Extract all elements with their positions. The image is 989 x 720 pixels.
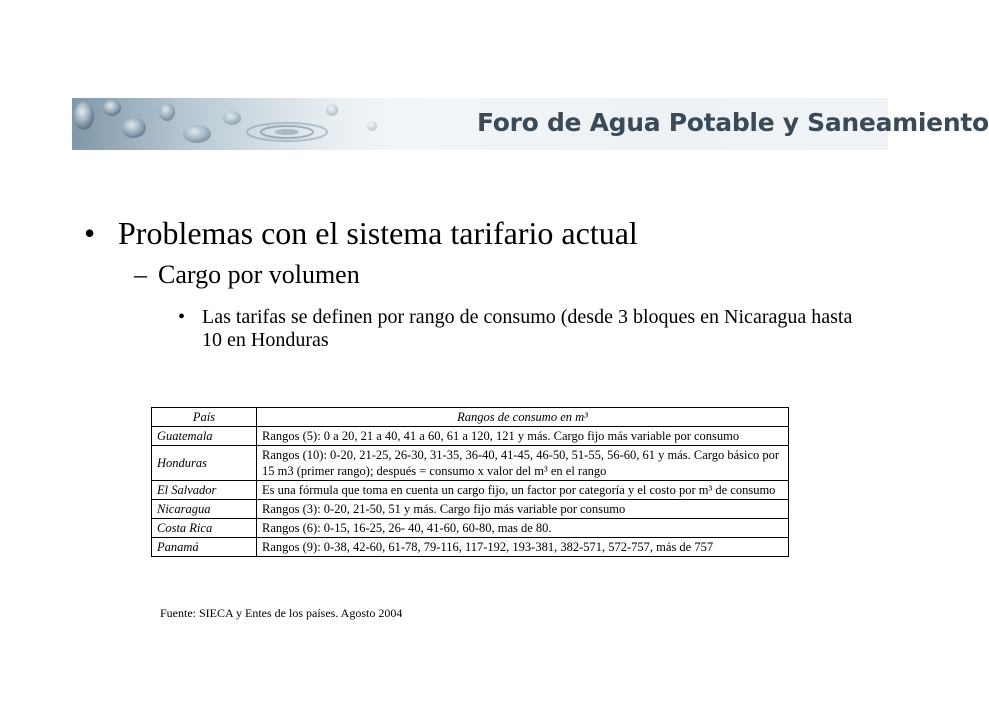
- ranges-cell: Rangos (5): 0 a 20, 21 a 40, 41 a 60, 61 a 120, 121 y más. Cargo fijo más variable por consumo: [257, 427, 789, 446]
- table-row: [152, 446, 789, 481]
- water-drops-image: [72, 98, 402, 150]
- ranges-cell: Rangos (3): 0-20, 21-50, 51 y más. Cargo fijo más variable por consumo: [257, 500, 789, 519]
- header-ranges: Rangos de consumo en m³: [257, 408, 789, 427]
- ranges-cell: Es una fórmula que toma en cuenta un cargo fijo, un factor por categoría y el costo por m³ de consumo: [257, 481, 789, 500]
- ranges-cell: Rangos (6): 0-15, 16-25, 26- 40, 41-60, 60-80, mas de 80.: [257, 519, 789, 538]
- table-row: [152, 538, 789, 557]
- country-cell: El Salvador: [152, 481, 257, 500]
- tariff-table: [151, 407, 789, 557]
- table-row: [152, 500, 789, 519]
- table-row: [152, 519, 789, 538]
- country-cell: Honduras: [152, 446, 257, 481]
- bullet-marker: •: [84, 215, 96, 251]
- country-cell: Guatemala: [152, 427, 257, 446]
- banner-title: Foro de Agua Potable y Saneamiento: [477, 108, 989, 137]
- ranges-cell: Rangos (10): 0-20, 21-25, 26-30, 31-35, 36-40, 41-45, 46-50, 51-55, 56-60, 61 y más. Cargo básico por 15 m3 (primer rango); después = consumo x valor del m³ en el rango: [257, 446, 789, 481]
- header-banner: [72, 98, 989, 150]
- bullet-text: Cargo por volumen: [158, 260, 360, 289]
- dash-marker: –: [134, 260, 147, 289]
- header-country: País: [152, 408, 257, 427]
- table-source-note: Fuente: SIECA y Entes de los países. Agosto 2004: [160, 606, 403, 620]
- bullet-text: Problemas con el sistema tarifario actual: [118, 215, 638, 251]
- country-cell: Panamá: [152, 538, 257, 557]
- table-row: [152, 427, 789, 446]
- bullet-marker: •: [178, 306, 186, 328]
- country-cell: Costa Rica: [152, 519, 257, 538]
- bullet-text: Las tarifas se definen por rango de consumo (desde 3 bloques en Nicaragua hasta 10 en Honduras: [202, 306, 853, 351]
- table-header-row: [152, 408, 789, 427]
- country-cell: Nicaragua: [152, 500, 257, 519]
- table-row: [152, 481, 789, 500]
- ranges-cell: Rangos (9): 0-38, 42-60, 61-78, 79-116, 117-192, 193-381, 382-571, 572-757, más de 757: [257, 538, 789, 557]
